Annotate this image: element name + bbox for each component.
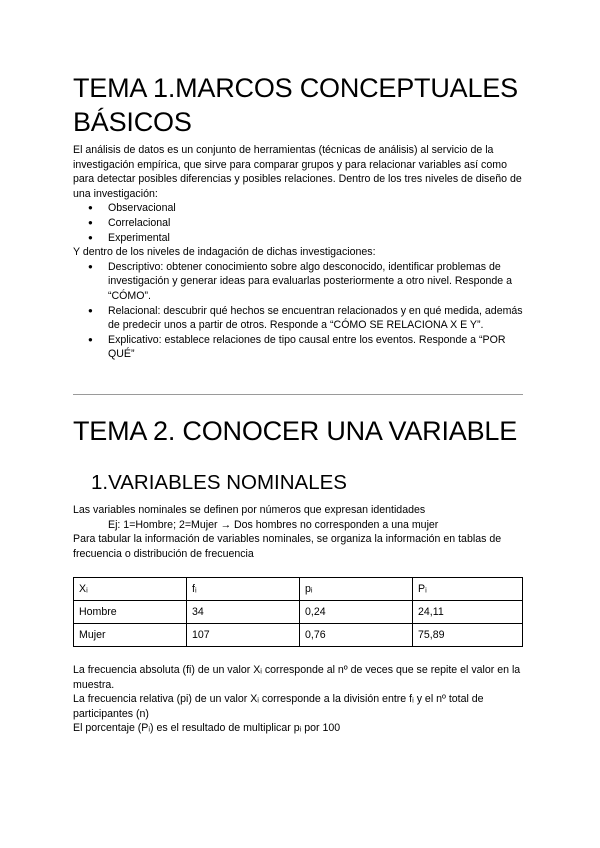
table-cell: Hombre (74, 601, 187, 624)
table-row (74, 601, 523, 624)
note-text: El porcentaje (Pᵢ) es el resultado de multiplicar pᵢ por 100 (73, 722, 341, 735)
header-cell: pᵢ (300, 578, 413, 601)
header-cell: Xᵢ (74, 578, 187, 601)
inquiry-levels-list (73, 260, 528, 362)
example-text: Ej: 1=Hombre; 2=Mujer → Dos hombres no corresponden a una mujer (108, 518, 439, 531)
table-row (74, 624, 523, 647)
table-header-row (74, 578, 523, 601)
table-cell: 34 (187, 601, 300, 624)
table-cell: Mujer (74, 624, 187, 647)
table-intro-text: Para tabular la información de variables nominales, se organiza la información en tablas de frecuencia o distribución de frecuencia (73, 533, 502, 560)
frequency-table (73, 577, 523, 647)
list-item: ● Experimental (73, 231, 528, 246)
list-item: ● Correlacional (73, 216, 528, 231)
header-cell: Pᵢ (413, 578, 523, 601)
tema1-body (73, 143, 528, 362)
note-text: La frecuencia absoluta (fi) de un valor Xᵢ corresponde al nº de veces que se repite el valor en la muestra. (73, 664, 521, 691)
table-cell: 107 (187, 624, 300, 647)
design-levels-list (73, 201, 528, 245)
notes-block (73, 663, 528, 736)
section-title: 1.VARIABLES NOMINALES (91, 471, 347, 494)
list-item: ● Observacional (73, 201, 528, 216)
table-cell: 0,24 (300, 601, 413, 624)
tema1-title: TEMA 1.MARCOS CONCEPTUALES BÁSICOS (73, 73, 518, 137)
note-text: La frecuencia relativa (pi) de un valor Xᵢ corresponde a la división entre fᵢ y el nº total de participantes (n) (73, 693, 484, 720)
table-cell: 24,11 (413, 601, 523, 624)
list-item: ● Descriptivo: obtener conocimiento sobre algo desconocido, identificar problemas de investigación y generar ideas para evaluarlas posteriormente a otro nivel. Responde a “CÓMO”. (73, 260, 528, 304)
tema2-title: TEMA 2. CONOCER UNA VARIABLE (73, 416, 518, 446)
list-item: ● Relacional: descubrir qué hechos se encuentran relacionados y en qué medida, además de predecir unos a partir de otros. Responde a “CÓMO SE RELACIONA X E Y”. (73, 304, 528, 333)
section-divider (73, 394, 523, 395)
definition-text: Las variables nominales se definen por números que expresan identidades (73, 504, 426, 516)
header-cell: fᵢ (187, 578, 300, 601)
table-cell: 0,76 (300, 624, 413, 647)
tema1-intro: El análisis de datos es un conjunto de herramientas (técnicas de análisis) al servicio de la investigación empírica, que sirve para comparar grupos y para relacionar variables así como para detectar posibles diferencias y posibles relaciones. Dentro de los tres niveles de diseño de una investigación: (73, 144, 522, 200)
tema2-body (73, 503, 528, 561)
inquiry-intro: Y dentro de los niveles de indagación de dichas investigaciones: (73, 246, 376, 259)
list-item: ● Explicativo: establece relaciones de tipo causal entre los eventos. Responde a “POR QUÉ” (73, 333, 528, 362)
table-cell: 75,89 (413, 624, 523, 647)
